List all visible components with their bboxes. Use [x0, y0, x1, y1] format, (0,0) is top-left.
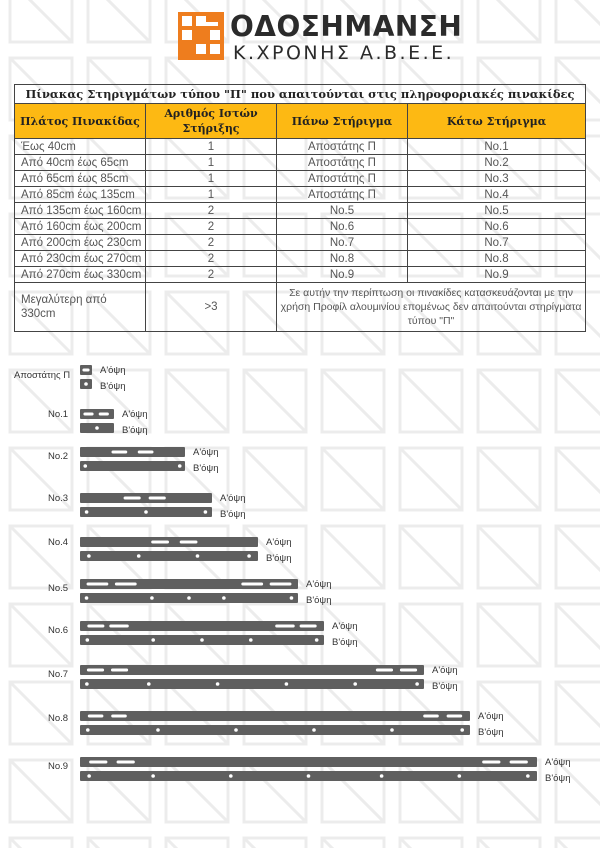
cell-note: Σε αυτήν την περίπτωση οι πινακίδες κατασκευάζονται με την χρήση Προφίλ αλουμινίου επομένως δεν απαιτούνται στηρίγματα τύπου "Π" [277, 283, 586, 332]
bracket-slot [117, 761, 135, 764]
bracket-slot [87, 669, 104, 672]
bracket-hole [353, 682, 357, 686]
bracket-slot [87, 625, 104, 628]
view-b-label: Β'όψη [100, 381, 126, 392]
bracket-hole [216, 682, 220, 686]
cell-top-bracket: No.7 [277, 235, 408, 251]
table-row [15, 219, 586, 235]
bracket-slot [510, 761, 528, 764]
bracket-label: Αποστάτης Π [14, 370, 71, 381]
table-row [15, 155, 586, 171]
bracket-slot [83, 413, 93, 416]
bracket-hole [87, 774, 91, 778]
bracket-slot [241, 583, 263, 586]
bracket-hole [222, 596, 226, 600]
bracket-hole [83, 464, 87, 468]
cell-top-bracket: Αποστάτης Π [277, 187, 408, 203]
cell-width: Έως 40cm [15, 139, 146, 155]
view-b-label: Β'όψη [266, 553, 292, 564]
bracket-label: No.4 [48, 537, 69, 548]
cell-posts: 2 [146, 203, 277, 219]
cell-bottom-bracket: No.3 [408, 171, 586, 187]
bracket-slot [149, 497, 166, 500]
view-a-label: Α'όψη [100, 365, 126, 376]
view-a-label: Α'όψη [478, 711, 504, 722]
bracket-label: No.5 [48, 583, 69, 594]
logo-mark-icon [178, 12, 224, 60]
bracket-slot [82, 369, 89, 372]
cell-top-bracket: No.8 [277, 251, 408, 267]
cell-posts: 2 [146, 219, 277, 235]
bracket-group [48, 621, 358, 648]
bracket-group [48, 711, 504, 738]
bracket-hole [86, 728, 90, 732]
bracket-slot [482, 761, 500, 764]
cell-bottom-bracket: No.8 [408, 251, 586, 267]
view-a-label: Α'όψη [306, 579, 332, 590]
bracket-group [48, 447, 219, 474]
bracket-label: No.9 [48, 761, 69, 772]
cell-width: Από 135cm έως 160cm [15, 203, 146, 219]
bracket-slot [89, 761, 107, 764]
bracket-slot [138, 451, 154, 454]
cell-width: Από 160cm έως 200cm [15, 219, 146, 235]
cell-posts: >3 [146, 283, 277, 332]
bracket-group [48, 537, 292, 564]
cell-bottom-bracket: No.1 [408, 139, 586, 155]
bracket-group [48, 579, 332, 606]
bracket-label: No.2 [48, 451, 69, 462]
bracket-slot [300, 625, 317, 628]
bracket-hole [526, 774, 530, 778]
bracket-hole [137, 554, 141, 558]
table-header-row [15, 104, 586, 139]
cell-posts: 2 [146, 251, 277, 267]
view-b-label: Β'όψη [478, 727, 504, 738]
bracket-hole [249, 638, 253, 642]
bracket-hole [307, 774, 311, 778]
view-a-label: Α'όψη [432, 665, 458, 676]
table-row [15, 139, 586, 155]
bracket-view-a [80, 665, 424, 675]
table-row [15, 187, 586, 203]
bracket-hole [290, 596, 294, 600]
cell-width: Από 270cm έως 330cm [15, 267, 146, 283]
bracket-drawings [0, 355, 600, 795]
bracket-label: No.7 [48, 669, 69, 680]
bracket-slot [423, 715, 439, 718]
header-bottom-bracket: Κάτω Στήριγμα [408, 104, 586, 139]
table-title: Πίνακας Στηριγμάτων τύπου "Π" που απαιτούνται στις πληροφοριακές πινακίδες [15, 85, 586, 104]
logo-title: ΟΔΟΣΗΜΑΝΣΗ [230, 10, 463, 43]
cell-width: Από 200cm έως 230cm [15, 235, 146, 251]
bracket-slot [111, 715, 127, 718]
table-row [15, 267, 586, 283]
bracket-hole [156, 728, 160, 732]
bracket-slot [151, 541, 169, 544]
bracket-hole [285, 682, 289, 686]
bracket-hole [315, 638, 319, 642]
table-row-last [15, 283, 586, 332]
header-posts: Αριθμός Ιστών Στήριξης [146, 104, 277, 139]
bracket-hole [147, 682, 151, 686]
cell-width: Από 230cm έως 270cm [15, 251, 146, 267]
bracket-slot [87, 583, 109, 586]
bracket-view-a [80, 757, 537, 767]
bracket-slot [180, 541, 198, 544]
bracket-hole [86, 638, 90, 642]
cell-posts: 1 [146, 155, 277, 171]
bracket-slot [109, 625, 129, 628]
cell-top-bracket: Αποστάτης Π [277, 155, 408, 171]
cell-posts: 1 [146, 139, 277, 155]
bracket-hole [460, 728, 464, 732]
bracket-hole [151, 638, 155, 642]
cell-top-bracket: No.5 [277, 203, 408, 219]
bracket-hole [84, 382, 88, 386]
bracket-slot [88, 715, 104, 718]
bracket-slot [99, 413, 109, 416]
cell-width: Από 65cm έως 85cm [15, 171, 146, 187]
bracket-hole [247, 554, 251, 558]
view-a-label: Α'όψη [122, 409, 148, 420]
bracket-hole [187, 596, 191, 600]
bracket-hole [151, 774, 155, 778]
bracket-hole [85, 682, 89, 686]
view-b-label: Β'όψη [332, 637, 358, 648]
table-row [15, 235, 586, 251]
bracket-hole [200, 638, 204, 642]
bracket-hole [415, 682, 419, 686]
bracket-hole [234, 728, 238, 732]
bracket-label: No.3 [48, 493, 69, 504]
bracket-slot [400, 669, 417, 672]
header-top-bracket: Πάνω Στήριγμα [277, 104, 408, 139]
bracket-label: No.8 [48, 713, 69, 724]
cell-top-bracket: Αποστάτης Π [277, 171, 408, 187]
bracket-hole [85, 510, 89, 514]
cell-top-bracket: No.6 [277, 219, 408, 235]
table-row [15, 203, 586, 219]
bracket-slot [376, 669, 393, 672]
bracket-hole [85, 596, 89, 600]
cell-bottom-bracket: No.2 [408, 155, 586, 171]
view-b-label: Β'όψη [545, 773, 571, 784]
view-b-label: Β'όψη [220, 509, 246, 520]
cell-width: Μεγαλύτερη από 330cm [15, 283, 146, 332]
table-row [15, 171, 586, 187]
bracket-view-a [80, 579, 298, 589]
view-b-label: Β'όψη [432, 681, 458, 692]
cell-bottom-bracket: No.4 [408, 187, 586, 203]
cell-width: Από 85cm έως 135cm [15, 187, 146, 203]
bracket-group [48, 493, 246, 520]
bracket-hole [196, 554, 200, 558]
bracket-slot [270, 583, 292, 586]
bracket-hole [144, 510, 148, 514]
bracket-view-b [80, 551, 258, 561]
view-a-label: Α'όψη [266, 537, 292, 548]
view-a-label: Α'όψη [193, 447, 219, 458]
view-a-label: Α'όψη [545, 757, 571, 768]
bracket-slot [124, 497, 141, 500]
view-b-label: Β'όψη [122, 425, 148, 436]
brackets-table [14, 84, 586, 332]
bracket-view-a [80, 447, 185, 457]
cell-bottom-bracket: No.6 [408, 219, 586, 235]
bracket-hole [390, 728, 394, 732]
cell-top-bracket: Αποστάτης Π [277, 139, 408, 155]
cell-posts: 1 [146, 171, 277, 187]
bracket-group [48, 757, 571, 784]
bracket-slot [112, 451, 128, 454]
view-b-label: Β'όψη [193, 463, 219, 474]
bracket-slot [115, 583, 137, 586]
bracket-hole [178, 464, 182, 468]
bracket-slot [447, 715, 463, 718]
bracket-view-b [80, 679, 424, 689]
cell-top-bracket: No.9 [277, 267, 408, 283]
table-row [15, 251, 586, 267]
bracket-view-b [80, 725, 470, 735]
bracket-slot [111, 669, 128, 672]
bracket-view-b [80, 461, 185, 471]
bracket-hole [312, 728, 316, 732]
bracket-slot [275, 625, 295, 628]
bracket-hole [95, 426, 99, 430]
bracket-hole [458, 774, 462, 778]
cell-posts: 1 [146, 187, 277, 203]
bracket-label: No.6 [48, 625, 69, 636]
bracket-hole [380, 774, 384, 778]
bracket-group [48, 665, 458, 692]
cell-bottom-bracket: No.9 [408, 267, 586, 283]
bracket-hole [229, 774, 233, 778]
view-a-label: Α'όψη [220, 493, 246, 504]
bracket-view-a [80, 493, 212, 503]
company-logo [178, 10, 463, 64]
cell-bottom-bracket: No.7 [408, 235, 586, 251]
header-width: Πλάτος Πινακίδας [15, 104, 146, 139]
bracket-hole [150, 596, 154, 600]
bracket-hole [87, 554, 91, 558]
bracket-label: No.1 [48, 409, 69, 420]
cell-posts: 2 [146, 235, 277, 251]
logo-subtitle: Κ.ΧΡΟΝΗΣ Α.Β.Ε.Ε. [233, 42, 455, 64]
view-a-label: Α'όψη [332, 621, 358, 632]
cell-bottom-bracket: No.5 [408, 203, 586, 219]
bracket-view-a [80, 711, 470, 721]
bracket-group [14, 365, 126, 392]
cell-posts: 2 [146, 267, 277, 283]
cell-width: Από 40cm έως 65cm [15, 155, 146, 171]
view-b-label: Β'όψη [306, 595, 332, 606]
bracket-hole [204, 510, 208, 514]
bracket-group [48, 409, 148, 436]
